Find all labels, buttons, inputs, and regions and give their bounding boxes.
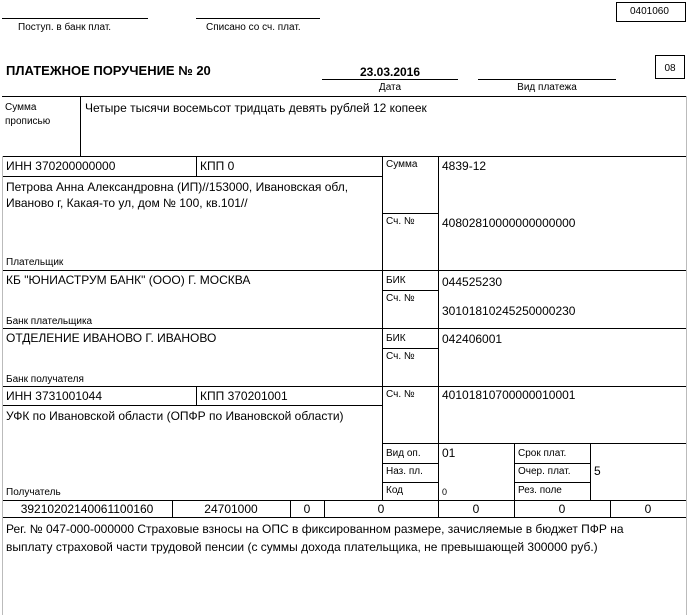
page-title: ПЛАТЕЖНОЕ ПОРУЧЕНИЕ № 20 <box>6 63 211 78</box>
code-label: Код <box>386 485 404 496</box>
payer-name-line2: Иваново г, Какая-то ул, дом № 100, кв.101// <box>6 196 248 210</box>
grid-line <box>382 443 686 444</box>
date-value: 23.03.2016 <box>359 65 421 79</box>
received-date-line <box>2 18 148 19</box>
form-code: 0401060 <box>630 6 669 17</box>
purpose-line2: выплату страховой части трудовой пенсии (с суммы дохода плательщика, не превышающей 300000 руб.) <box>6 540 598 554</box>
term-label: Срок плат. <box>518 448 567 459</box>
grid-line <box>382 463 438 464</box>
grid-line <box>2 517 686 518</box>
amount-value: 4839-12 <box>442 159 487 173</box>
payee-label: Получатель <box>6 487 61 498</box>
grid-line <box>514 482 590 483</box>
grid-line <box>2 500 686 501</box>
payer-inn: ИНН 370200000000 <box>6 159 116 173</box>
payer-account: 40802810000000000000 <box>442 216 576 230</box>
payee-bank-bik: 042406001 <box>442 332 503 346</box>
grid-line <box>196 156 197 176</box>
payee-account: 40101810700000010001 <box>442 388 576 402</box>
payee-bank-bik-label: БИК <box>386 333 406 344</box>
payee-bank-name: ОТДЕЛЕНИЕ ИВАНОВО Г. ИВАНОВО <box>6 331 217 345</box>
payee-bank-label: Банк получателя <box>6 374 84 385</box>
grid-line <box>196 386 197 405</box>
payee-bank-account-label: Сч. № <box>386 351 415 362</box>
grid-line <box>382 213 438 214</box>
grid-line <box>514 463 590 464</box>
payer-account-label: Сч. № <box>386 216 415 227</box>
payer-name-line1: Петрова Анна Александровна (ИП)//153000, Ивановская обл, <box>6 180 349 194</box>
grid-line <box>2 176 382 177</box>
amount-words-label: Сумма прописью <box>5 102 51 127</box>
order-label: Очер. плат. <box>518 466 571 477</box>
payer-bank-name: КБ "ЮНИАСТРУМ БАНК" (ООО) Г. МОСКВА <box>6 273 251 287</box>
grid-line <box>2 156 3 615</box>
grid-line <box>2 270 686 271</box>
amount-label: Сумма <box>386 159 418 170</box>
grid-line <box>590 443 591 500</box>
tax-period-field: 0 <box>377 502 385 516</box>
purpose-line1: Рег. № 047-000-000000 Страховые взносы на ОПС в фиксированном размере, зачисляемые в бюджет ПФР на <box>6 522 624 536</box>
grid-line <box>2 156 686 157</box>
grid-line <box>2 405 382 406</box>
doc-number-field: 0 <box>472 502 480 516</box>
amount-words-divider <box>80 96 81 156</box>
payer-label: Плательщик <box>6 257 64 268</box>
payment-type-line <box>478 79 616 80</box>
payment-type-field: 0 <box>644 502 652 516</box>
grid-line <box>382 290 438 291</box>
grid-line <box>686 96 687 615</box>
debited-date-line <box>196 18 320 19</box>
grid-line <box>382 348 438 349</box>
grid-line <box>514 443 515 500</box>
grid-line <box>2 386 686 387</box>
status-code: 08 <box>664 63 676 74</box>
payee-inn: ИНН 3731001044 <box>6 389 103 403</box>
amount-words-top-border <box>2 96 686 97</box>
payer-bank-bik: 044525230 <box>442 275 503 289</box>
date-line <box>322 79 458 80</box>
op-type-value: 01 <box>442 446 456 460</box>
payment-type-label: Вид платежа <box>517 82 577 93</box>
doc-date-field: 0 <box>558 502 566 516</box>
oktmo-field: 24701000 <box>204 502 258 516</box>
payee-name: УФК по Ивановской области (ОПФР по Ивановской области) <box>6 409 344 423</box>
grid-line <box>382 482 438 483</box>
grid-line <box>2 328 686 329</box>
payee-kpp: КПП 370201001 <box>200 389 288 403</box>
payer-bank-corr-account: 30101810245250000230 <box>442 304 576 318</box>
received-label: Поступ. в банк плат. <box>18 22 112 33</box>
debited-label: Списано со сч. плат. <box>206 22 301 33</box>
basis-field: 0 <box>303 502 311 516</box>
purpose-code-label: Наз. пл. <box>386 466 423 477</box>
op-type-label: Вид оп. <box>386 448 421 459</box>
code-value: 0 <box>442 487 448 497</box>
date-label: Дата <box>378 82 402 93</box>
payee-account-label: Сч. № <box>386 389 415 400</box>
order-value: 5 <box>594 464 601 478</box>
amount-words: Четыре тысячи восемьсот тридцать девять рублей 12 копеек <box>85 101 427 115</box>
payer-bank-bik-label: БИК <box>386 275 406 286</box>
payer-kpp: КПП 0 <box>200 159 235 173</box>
kbk-field: 39210202140061100160 <box>20 502 154 516</box>
reserve-label: Рез. поле <box>518 485 562 496</box>
payer-bank-account-label: Сч. № <box>386 293 415 304</box>
payer-bank-label: Банк плательщика <box>6 316 93 327</box>
